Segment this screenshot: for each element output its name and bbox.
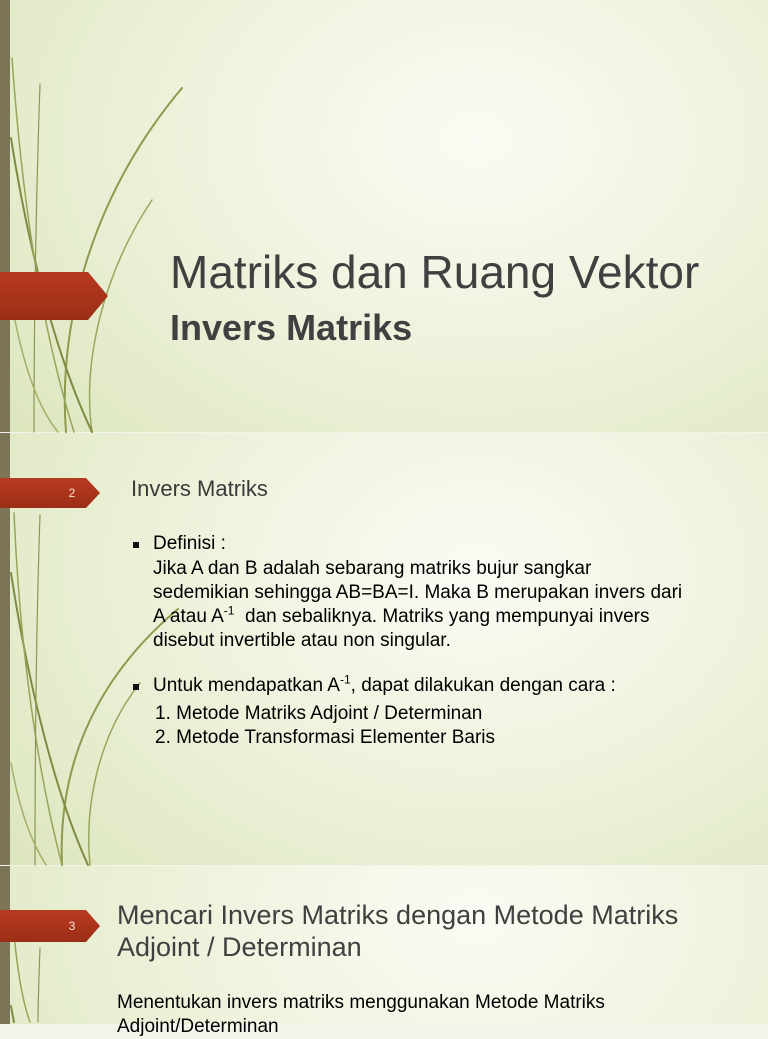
slide-number: 2 bbox=[68, 486, 76, 500]
definition-line-text: dan sebaliknya. Matriks yang mempunyai invers bbox=[234, 606, 650, 627]
definition-line bbox=[153, 605, 650, 629]
definition-line: sedemikian sehingga AB=BA=I. Maka B merupakan invers dari bbox=[153, 582, 683, 603]
decorative-curve bbox=[14, 934, 30, 1022]
method-item: 2. Metode Transformasi Elementer Baris bbox=[155, 727, 496, 748]
decorative-curve bbox=[34, 84, 40, 432]
bullet-icon bbox=[133, 542, 139, 548]
body-line: Adjoint/Determinan bbox=[117, 1016, 279, 1037]
decorative-curve bbox=[65, 88, 182, 432]
decorative-curve bbox=[89, 683, 140, 865]
definition-label: Definisi : bbox=[153, 533, 226, 554]
superscript: -1 bbox=[223, 603, 235, 618]
method-item: 1. Metode Matriks Adjoint / Determinan bbox=[155, 703, 483, 724]
slide-3 bbox=[0, 866, 768, 1037]
bullet-icon bbox=[133, 684, 139, 690]
decorative-curves bbox=[0, 0, 220, 432]
superscript: -1 bbox=[339, 672, 351, 687]
slide-subtitle: Invers Matriks bbox=[170, 307, 413, 348]
decorative-curve bbox=[38, 948, 40, 1022]
decorative-curve bbox=[11, 763, 46, 865]
decorative-curve bbox=[11, 573, 88, 865]
slide-1 bbox=[0, 0, 768, 432]
decorative-curve bbox=[11, 1006, 14, 1022]
methods-label bbox=[153, 674, 616, 698]
slide-title: Matriks dan Ruang Vektor bbox=[170, 246, 700, 298]
slide-title-line: Adjoint / Determinan bbox=[117, 932, 362, 962]
slide-title: Invers Matriks bbox=[131, 476, 268, 501]
slide-number-tab bbox=[0, 910, 100, 942]
definition-line: disebut invertible atau non singular. bbox=[153, 630, 451, 651]
decorative-curve bbox=[90, 200, 152, 432]
slide-number: 3 bbox=[68, 919, 76, 933]
title-arrow-tab bbox=[0, 272, 108, 320]
slide-title-line: Mencari Invers Matriks dengan Metode Matriks bbox=[117, 900, 679, 930]
methods-label-text: , dapat dilakukan dengan cara : bbox=[350, 675, 616, 696]
decorative-curve bbox=[35, 515, 40, 865]
slide-number-tab bbox=[0, 478, 100, 508]
methods-label-text: Untuk mendapatkan A bbox=[153, 675, 340, 696]
definition-line-text: A atau A bbox=[153, 606, 224, 627]
definition-line: Jika A dan B adalah sebarang matriks bujur sangkar bbox=[153, 558, 592, 579]
slide-2 bbox=[0, 433, 768, 865]
body-line: Menentukan invers matriks menggunakan Metode Matriks bbox=[117, 992, 605, 1013]
